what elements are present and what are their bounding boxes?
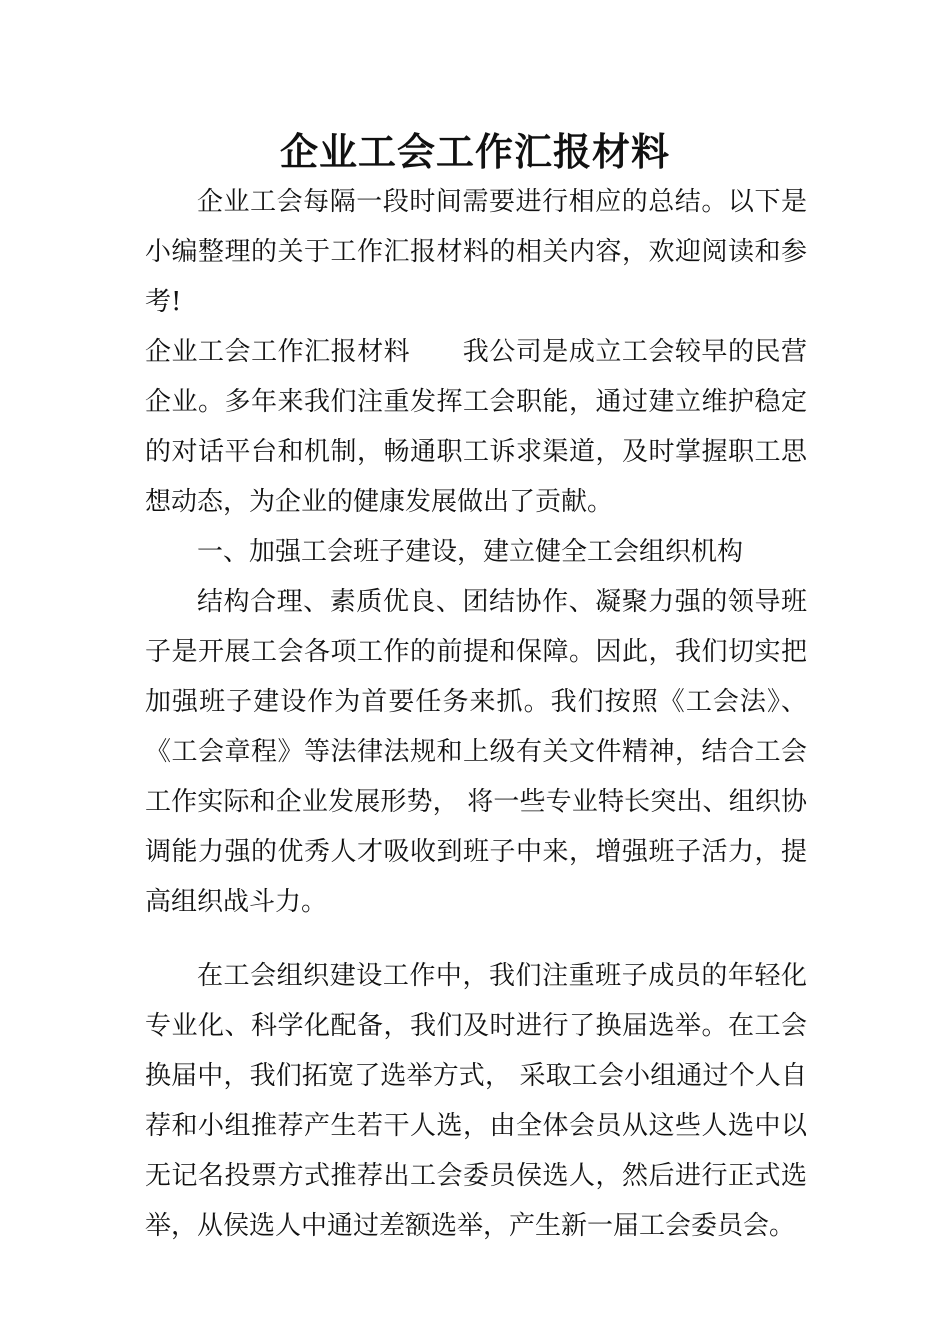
document-body [145, 177, 807, 1251]
inline-heading-paragraph [145, 327, 807, 527]
section-heading-1: 一、加强工会班子建设，建立健全工会组织机构 [197, 537, 744, 567]
body-paragraph-1: 结构合理、素质优良、团结协作、凝聚力强的领导班子是开展工会各项工作的前提和保障。因此，我们切实把加强班子建设作为首要任务来抓。我们按照《工会法》、《工会章程》等法律法规和上级有关文件精神，结合工会工作实际和企业发展形势， 将一些专业特长突出、组织协调能力强的优秀人才吸收到班子中来，增强班子活力，提高组织战斗力。 [145, 587, 807, 917]
inline-heading-body: 我公司是成立工会较早的民营企业。多年来我们注重发挥工会职能，通过建立维护稳定的对话平台和机制，畅通职工诉求渠道，及时掌握职工思想动态，为企业的健康发展做出了贡献。 [145, 337, 807, 517]
document-title: 企业工会工作汇报材料 [279, 129, 670, 174]
inline-heading: 企业工会工作汇报材料 [145, 337, 411, 367]
intro-paragraph: 企业工会每隔一段时间需要进行相应的总结。以下是小编整理的关于工作汇报材料的相关内容，欢迎阅读和参考! [145, 187, 807, 317]
body-paragraph-2: 在工会组织建设工作中，我们注重班子成员的年轻化专业化、科学化配备，我们及时进行了换届选举。在工会换届中，我们拓宽了选举方式， 采取工会小组通过个人自荐和小组推荐产生若干人选，由全体会员从这些人选中以无记名投票方式推荐出工会委员侯选人，然后进行正式选举，从侯选人中通过差额选举，产生新一届工会委员会。 [145, 961, 807, 1241]
